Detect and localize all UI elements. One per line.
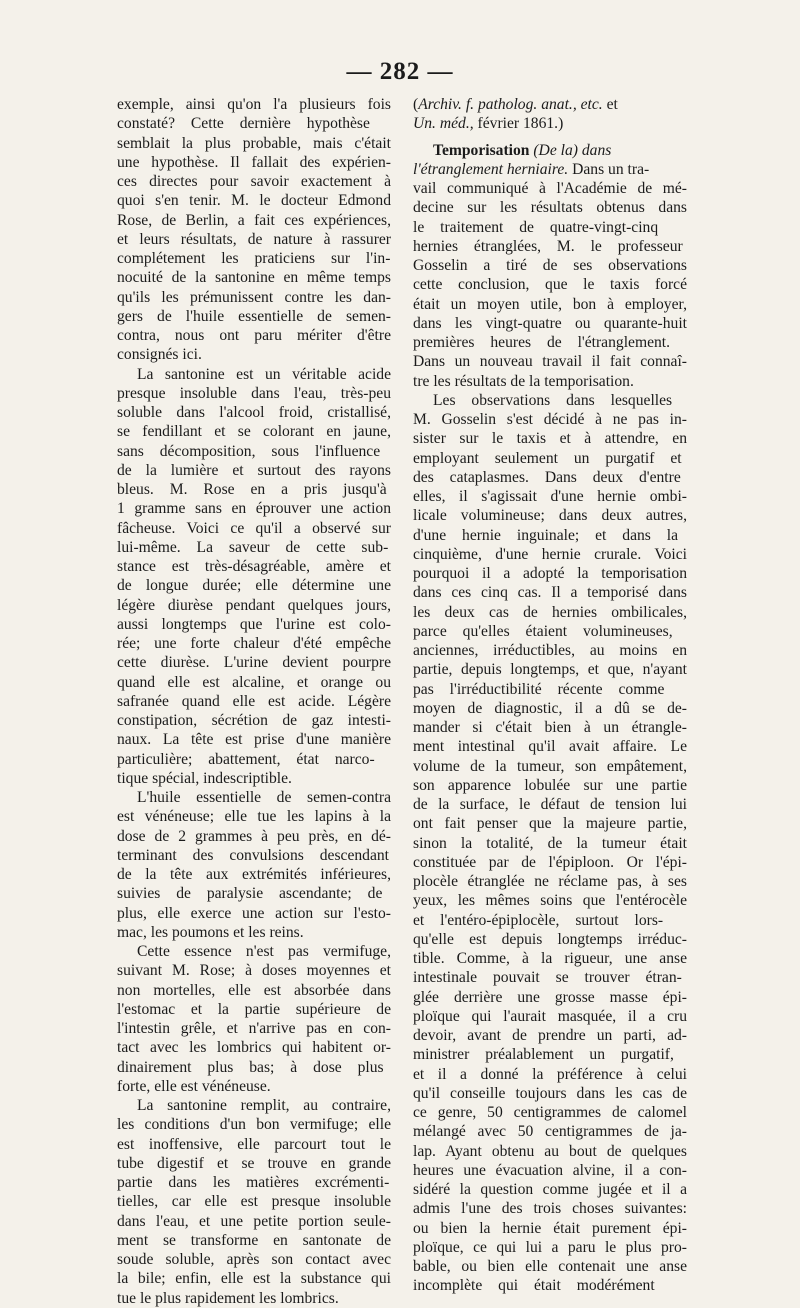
text-line: decine sur les résultats obtenus dans [413,199,687,217]
text-line: tible. Comme, à la rigueur, une anse [413,950,687,967]
text-line: se fendillant et se colorant en jaune, [117,423,391,441]
text-line: et leurs résultats, de nature à rassurer [117,230,391,248]
text-line: qu'elle est depuis longtemps irréduc- [413,930,687,948]
text-line: licale volumineuse; dans deux autres, [413,507,687,525]
text-line: dans les vingt-quatre ou quarante-huit [413,314,687,332]
text-line: cette diurèse. L'urine devient pourpre [117,654,391,672]
text-line: hernies étranglées, M. le professeur [413,237,683,255]
text-line: l'intestin grêle, et n'arrive pas en con- [117,1020,391,1037]
text-line: ont fait penser que la majeure partie, [413,815,687,833]
text-line: sidéré la question comme jugée et il a [413,1181,687,1198]
text-line: suivies de paralysie ascendante; de [117,885,383,903]
citation [413,95,687,114]
text-line: l'estomac et la partie supérieure de [117,1000,391,1018]
citation-paren: ( [413,96,419,113]
text-line: dinairement plus bas; à dose plus [117,1058,384,1076]
text-line: est vénéneuse; elle tue les lapins à la [117,808,391,826]
text-line: dose de 2 grammes à peu près, en dé- [117,827,391,845]
text-line: Rose, de Berlin, a fait ces expériences, [117,211,391,229]
citation-journal: Archiv. f. patholog. anat., etc. [418,96,603,113]
text-line: les deux cas de hernies ombilicales, [413,603,687,621]
text-line: tue le plus rapidement les lombrics. [117,1289,339,1307]
text-line: L'huile essentielle de semen-contra [137,789,391,806]
text-line: tre les résultats de la temporisation. [413,372,634,390]
text-line: rée; une forte chaleur d'été empêche [117,635,391,652]
text-line: partie, depuis longtemps, et que, n'ayant [413,661,687,679]
text-line: plocèle étranglée ne réclame pas, à ses [413,873,687,890]
text-line: mac, les poumons et les reins. [117,923,304,941]
text-line: volume de la tumeur, son empâtement, [413,757,687,775]
text-line: ment intestinal qu'il avait affaire. Le [413,738,687,756]
text-line: contra, nous ont paru mériter d'être [117,327,391,344]
section-heading-line2 [413,160,687,179]
left-column [117,95,391,1308]
text-line: parce qu'elles étaient volumineuses, [413,622,673,640]
text-line: ploïque, ce qui lui a paru le plus pro- [413,1238,687,1256]
text-line: constipation, sécrétion de gaz intesti- [117,712,391,729]
text-line: particulière; abattement, état narco- [117,750,375,768]
text-line: les conditions d'un bon vermifuge; elle [117,1116,391,1134]
text-line: tact avec les lombrics qui habitent or- [117,1039,391,1057]
text-line: ment se transforme en santonate de [117,1231,391,1249]
text-line: quoi s'en tenir. M. le docteur Edmond [117,192,391,210]
text-line: gers de l'huile essentielle de semen- [117,307,391,325]
text-line: ou bien la hernie était purement épi- [413,1219,687,1237]
text-line: forte, elle est vénéneuse. [117,1077,271,1095]
text-line: soluble dans l'alcool froid, cristallisé, [117,404,391,421]
text-line: ces directes pour savoir exactement à [117,173,391,190]
text-line: exemple, ainsi qu'on l'a plusieurs fois [117,96,391,113]
text-line: la bile; enfin, elle est la substance qui [117,1270,391,1288]
text-line: le traitement de quatre-vingt-cinq [413,218,659,236]
section-heading-sub: l'étranglement herniaire. [413,160,569,178]
text-line: qu'il conseille toujours dans les cas de [413,1084,687,1102]
text-line: dans ces cinq cas. Il a temporisé dans [413,584,687,602]
text-line: cette conclusion, que le taxis forcé [413,276,687,294]
text-line: admis l'une des trois choses suivantes: [413,1200,687,1218]
citation-conj: et [602,96,618,113]
text-line: premières heures de l'étranglement. [413,334,671,351]
text-line: sinon la totalité, de la tumeur était [413,834,687,852]
text-line: safranée quand elle est acide. Légère [117,692,391,710]
text-line: qu'ils les prémunissent contre les dan- [117,288,391,306]
text-line: elles, il s'agissait d'une hernie ombi- [413,488,687,505]
text-line: vail communiqué à l'Académie de mé- [413,180,687,197]
text-line: ploïque qui l'aurait masquée, il a cru [413,1007,687,1025]
text-line: lui-même. La saveur de cette sub- [117,538,389,556]
section-heading-rest: (De la) dans [529,141,612,159]
text-line: était un moyen utile, bon à employer, [413,295,687,313]
text-line: dans l'eau, et une petite portion seule- [117,1212,391,1230]
text-line: lap. Ayant obtenu au bout de quelques [413,1142,687,1160]
text-line: employant seulement un purgatif et [413,449,682,467]
text-line: constaté? Cette dernière hypothèse [117,115,370,133]
text-line: de la tête aux extrémités inférieures, [117,866,391,883]
text-line: de la lumière et surtout des rayons [117,461,391,479]
text-line: tique spécial, indescriptible. [117,769,292,787]
text-line: ministrer préalablement un purgatif, [413,1046,674,1064]
text-line: complétement les praticiens sur l'in- [117,250,391,267]
text-line: pourquoi il a adopté la temporisation [413,565,687,582]
text-line: consignés ici. [117,346,202,364]
text-line: terminant des convulsions descendant [117,846,390,864]
text-line: La santonine est un véritable acide [137,365,391,383]
text-line: de la surface, le défaut de tension lui [413,796,687,813]
text-line: bleus. M. Rose en a pris jusqu'à [117,481,387,498]
text-line: nocuité de la santonine en même temps [117,269,391,287]
section-heading-line [413,141,687,160]
text-line: suivant M. Rose; à doses moyennes et [117,962,391,980]
citation-date: février 1861.) [473,115,564,133]
text-line: non mortelles, elle est absorbée dans [117,981,391,999]
text-line: Dans un nouveau travail il fait connaî- [413,353,687,371]
text-line: sans décomposition, sous l'influence [117,442,381,460]
section-heading-sub-rest: Dans un tra- [568,160,650,178]
text-line: devoir, avant de prendre un parti, ad- [413,1027,687,1044]
text-line: cinquième, d'une hernie crurale. Voici [413,545,687,563]
text-line: et l'entéro-épiplocèle, surtout lors- [413,911,664,929]
text-line: naux. La tête est prise d'une manière [117,731,391,749]
text-line: moyen de diagnostic, il a dû se de- [413,699,687,717]
text-line: d'une hernie inguinale; et dans la [413,526,679,544]
text-line: mander si c'était bien à un étrangle- [413,719,687,736]
text-line: presque insoluble dans l'eau, très-peu [117,384,391,402]
text-line: tielles, car elle est presque insoluble [117,1193,391,1211]
text-line: intestinale pouvait se trouver étran- [413,969,682,987]
text-line: anciennes, irréductibles, au moins en [413,642,687,659]
text-line: une hypothèse. Il fallait des expérien- [117,153,391,171]
text-line: tube digestif et se trouve en grande [117,1154,391,1172]
text-line: soude soluble, après son contact avec [117,1251,391,1268]
text-line: glée derrière une grosse masse épi- [413,988,687,1006]
text-line: semblait la plus probable, mais c'était [117,134,391,152]
text-line: est inoffensive, elle parcourt tout le [117,1135,391,1153]
text-line: bable, ou bien elle contenait une anse [413,1258,687,1275]
text-line: heures une évacuation alvine, il a con- [413,1161,687,1179]
text-line: quand elle est alcaline, et orange ou [117,673,391,691]
text-line: pas l'irréductibilité récente comme [413,680,665,698]
text-line: Cette essence n'est pas vermifuge, [137,943,391,960]
right-column [413,95,687,1296]
text-line: légère diurèse pendant quelques jours, [117,596,391,614]
text-line: constituée par de l'épiploon. Or l'épi- [413,853,687,871]
text-line: ce genre, 50 centigrammes de calomel [413,1104,687,1121]
text-line: plus, elle exerce une action sur l'esto- [117,904,391,922]
text-line: aussi longtemps que l'urine est colo- [117,615,391,633]
text-line: fâcheuse. Voici ce qu'il a observé sur [117,519,391,537]
text-line: partie dans les matières excrémenti- [117,1174,390,1191]
text-line: sister sur le taxis et à attendre, en [413,430,687,448]
text-line: Gosselin a tiré de ses observations [413,257,687,274]
text-line: et il a donné la préférence à celui [413,1065,687,1083]
text-line: son apparence lobulée sur une partie [413,776,687,794]
page-number: — 282 — [346,58,454,85]
text-line: Les observations dans lesquelles [433,391,673,409]
text-line: La santonine remplit, au contraire, [137,1097,391,1114]
text-line: de longue durée; elle détermine une [117,577,391,595]
citation-line2 [413,114,687,133]
section-heading: Temporisation [433,141,530,159]
text-line: M. Gosselin s'est décidé à ne pas in- [413,411,687,428]
text-line: stance est très-désagréable, amère et [117,558,391,575]
text-line: yeux, les mêmes soins que l'entérocèle [413,892,687,910]
text-line: des cataplasmes. Dans deux d'entre [413,468,681,486]
text-line: mélangé avec 50 centigrammes de ja- [413,1123,687,1141]
text-line: incomplète qui était modérément [413,1277,655,1295]
text-line: 1 gramme sans en éprouver une action [117,500,391,518]
citation-journal2: Un. méd., [413,115,474,133]
